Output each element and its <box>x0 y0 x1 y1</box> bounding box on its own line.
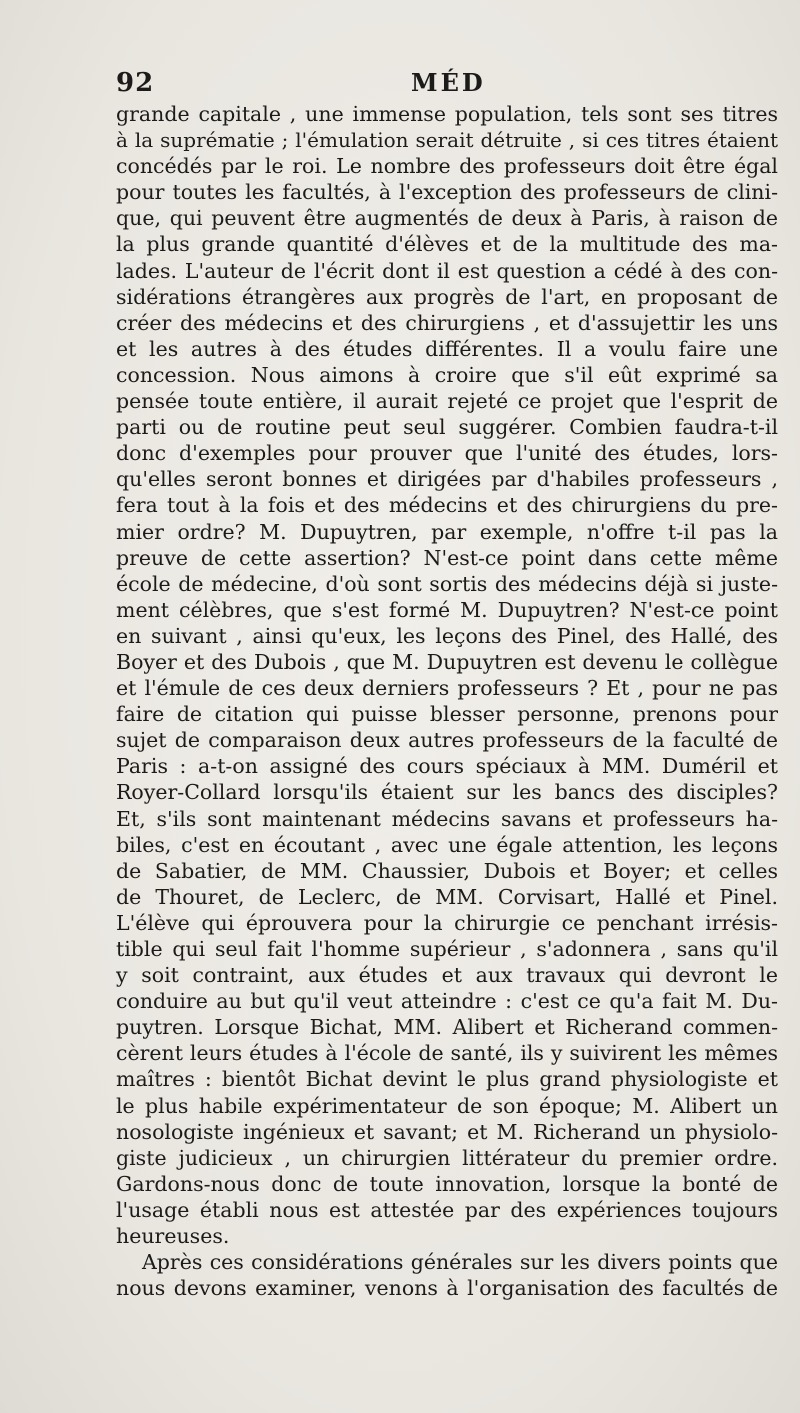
text-line: sidérations étrangères aux progrès de l'art, en proposant de <box>116 284 778 309</box>
text-line: parti ou de routine peut seul suggérer. Combien faudra-t-il <box>116 415 778 440</box>
text-line: lades. L'auteur de l'écrit dont il est question a cédé à des con- <box>116 258 778 283</box>
text-line: giste judicieux , un chirurgien littérateur du premier ordre. <box>116 1145 778 1170</box>
text-line: école de médecine, d'où sont sortis des médecins déjà si juste- <box>116 571 778 596</box>
text-line: fera tout à la fois et des médecins et des chirurgiens du pre- <box>116 493 778 518</box>
text-line: grande capitale , une immense population, tels sont ses titres <box>116 102 778 126</box>
text-line: Paris : a-t-on assigné des cours spéciaux à MM. Duméril et <box>116 754 778 779</box>
text-line: conduire au but qu'il veut atteindre : c'est ce qu'a fait M. Du- <box>116 989 778 1014</box>
running-head: MÉD <box>411 68 486 97</box>
text-line: cèrent leurs études à l'école de santé, ils y suivirent les mêmes <box>116 1041 778 1066</box>
text-line: heureuses. <box>116 1224 230 1249</box>
body-text <box>116 101 778 1301</box>
text-line: maîtres : bientôt Bichat devint le plus grand physiologiste et <box>116 1067 778 1092</box>
text-line: nous devons examiner, venons à l'organisation des facultés de <box>116 1276 778 1301</box>
text-line: sujet de comparaison deux autres professeurs de la faculté de <box>116 728 778 753</box>
text-line: tible qui seul fait l'homme supérieur , s'adonnera , sans qu'il <box>116 937 778 961</box>
text-line: faire de citation qui puisse blesser personne, prenons pour <box>116 702 778 727</box>
text-line: donc d'exemples pour prouver que l'unité des études, lors- <box>116 441 778 466</box>
text-line: y soit contraint, aux études et aux travaux qui devront le <box>116 963 778 988</box>
text-line: qu'elles seront bonnes et dirigées par d'habiles professeurs , <box>116 467 778 492</box>
text-line: pour toutes les facultés, à l'exception des professeurs de clini- <box>116 180 778 205</box>
text-line: mier ordre? M. Dupuytren, par exemple, n'offre t-il pas la <box>116 519 778 544</box>
text-line: l'usage établi nous est attestée par des expériences toujours <box>116 1197 778 1222</box>
text-line: pensée toute entière, il aurait rejeté ce projet que l'esprit de <box>116 389 778 414</box>
text-line: que, qui peuvent être augmentés de deux à Paris, à raison de <box>116 206 778 231</box>
text-line: biles, c'est en écoutant , avec une égale attention, les leçons <box>116 832 778 857</box>
text-line: la plus grande quantité d'élèves et de la multitude des ma- <box>116 232 778 257</box>
text-line: L'élève qui éprouvera pour la chirurgie ce penchant irrésis- <box>116 910 778 935</box>
page-header <box>116 68 780 102</box>
text-line: Et, s'ils sont maintenant médecins savans et professeurs ha- <box>116 806 778 831</box>
text-line: Boyer et des Dubois , que M. Dupuytren est devenu le collègue <box>116 649 778 674</box>
text-line: et les autres à des études différentes. Il a voulu faire une <box>116 336 778 361</box>
page-number: 92 <box>116 68 155 98</box>
text-line: de Sabatier, de MM. Chaussier, Dubois et Boyer; et celles <box>116 858 778 883</box>
text-line: nosologiste ingénieux et savant; et M. Richerand un physiolo- <box>116 1119 778 1144</box>
text-line: Gardons-nous donc de toute innovation, lorsque la bonté de <box>116 1171 778 1196</box>
text-line: Après ces considérations générales sur les divers points que <box>142 1250 778 1275</box>
text-line: de Thouret, de Leclerc, de MM. Corvisart, Hallé et Pinel. <box>116 884 778 909</box>
text-line: créer des médecins et des chirurgiens , et d'assujettir les uns <box>116 310 778 335</box>
text-line: concession. Nous aimons à croire que s'il eût exprimé sa <box>116 362 778 387</box>
text-line: le plus habile expérimentateur de son époque; M. Alibert un <box>116 1093 778 1118</box>
text-line: et l'émule de ces deux derniers professeurs ? Et , pour ne pas <box>116 676 778 701</box>
text-line: concédés par le roi. Le nombre des professeurs doit être égal <box>116 154 778 179</box>
text-line: à la suprématie ; l'émulation serait détruite , si ces titres étaient <box>116 128 778 153</box>
text-line: preuve de cette assertion? N'est-ce point dans cette même <box>116 545 778 570</box>
text-line: Royer-Collard lorsqu'ils étaient sur les bancs des disciples? <box>116 780 778 805</box>
text-line: en suivant , ainsi qu'eux, les leçons des Pinel, des Hallé, des <box>116 623 778 648</box>
text-line: ment célèbres, que s'est formé M. Dupuytren? N'est-ce point <box>116 597 778 622</box>
text-line: puytren. Lorsque Bichat, MM. Alibert et Richerand commen- <box>116 1015 778 1040</box>
